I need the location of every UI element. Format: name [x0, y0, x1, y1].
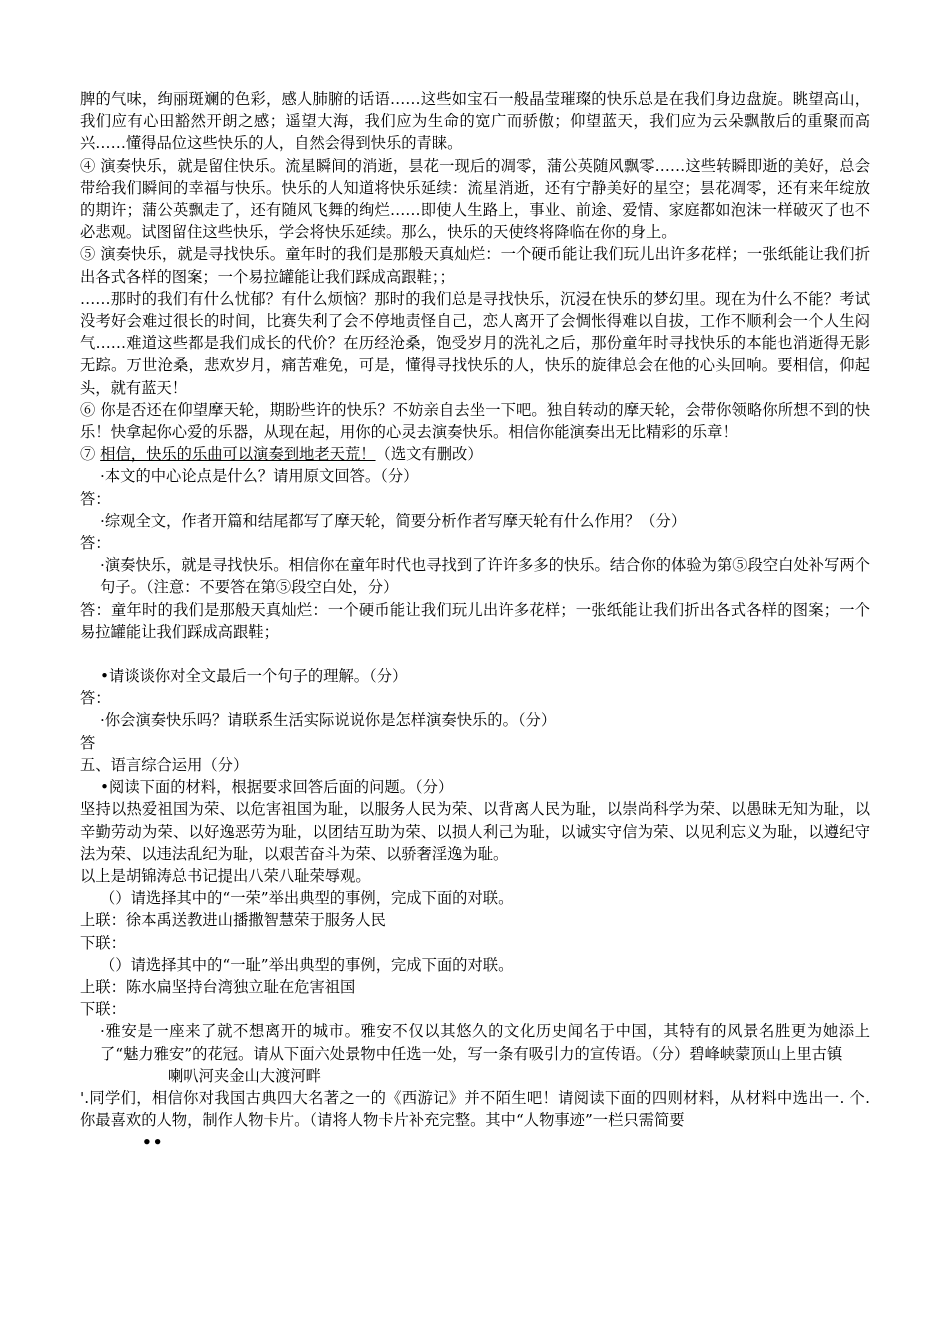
couplet-1-upper: 上联：徐本禹送教进山播撒智慧荣于服务人民 [80, 911, 386, 930]
paragraph-4: ④ 演奏快乐，就是留住快乐。流星瞬间的消逝，昙花一现后的凋零，蒲公英随风飘零……这些转瞬即逝的美好，总会带给我们瞬间的幸福与快乐。快乐的人知道将快乐延续：流星消逝，还有宁静美好的星空；昙花凋零，还有来年绽放的期许；蒲公英飘走了，还有随风飞舞的绚烂……即使人生路上，事业、前途、爱情、家庭都如泡沫一样破灭了也不必悲观。试图留住这些快乐，学会将快乐延续。那么，快乐的天使终将降临在你的身上。 [80, 156, 870, 242]
paragraph-5: ⑤ 演奏快乐，就是寻找快乐。童年时的我们是那般天真灿烂：一个硬币能让我们玩儿出许多花样；一张纸能让我们折出各式各样的图案；一个易拉罐能让我们踩成高跟鞋；； [80, 245, 870, 286]
honor-disgrace-material: 坚持以热爱祖国为荣、以危害祖国为耻，以服务人民为荣、以背离人民为耻，以崇尚科学为荣、以愚昧无知为耻，以辛勤劳动为荣、以好逸恶劳为耻，以团结互助为荣、以损人利己为耻，以诚实守信为荣、以见利忘义为耻，以遵纪守法为荣、以违法乱纪为耻，以艰苦奋斗为荣、以骄奢淫逸为耻。 [80, 800, 870, 863]
paragraph-3-tail: 脾的气味，绚丽斑斓的色彩，感人肺腑的话语……这些如宝石一般晶莹璀璨的快乐总是在我们身边盘旋。眺望高山，我们应有心田豁然开朗之感；遥望大海，我们应为生命的宽广而骄傲；仰望蓝天，我们应为云朵飘散后的重聚而高兴……懂得品位这些快乐的人，自然会得到快乐的青睐。 [80, 90, 870, 153]
question-1: ·本文的中心论点是什么？请用原文回答。（分） [100, 467, 419, 486]
blank-line [80, 643, 870, 665]
section-5-heading: 五、语言综合运用（分） [80, 755, 249, 774]
material-note: 以上是胡锦涛总书记提出八荣八耻荣辱观。 [80, 866, 371, 885]
paragraph-5-continued: ……那时的我们有什么忧郁？有什么烦恼？那时的我们总是寻找快乐，沉浸在快乐的梦幻里。现在为什么不能？考试没考好会难过很长的时间，比赛失利了会不停地责怪自己，恋人离开了会惆怅得难以自拔，工作不顺利会一个人生闷气……难道这些都是我们成长的代价？在历经沧桑，饱受岁月的洗礼之后，那份童年时寻找快乐的本能也消逝得无影无踪。万世沧桑，悲欢岁月，痛苦难免，可是，懂得寻找快乐的人，快乐的旋律总会在他的心头回响。要相信，仰起头，就有蓝天！ [80, 289, 870, 397]
answer-1-label: 答： [80, 489, 111, 508]
source-note: （选文有删改） [375, 445, 483, 464]
paragraph-7-number: ⑦ [80, 445, 101, 464]
subquestion-1: （）请选择其中的“一荣”举出典型的事例，完成下面的对联。 [100, 889, 514, 908]
question-7: ·雅安是一座来了就不想离开的城市。雅安不仅以其悠久的文化历史闻名于中国，其特有的风景名胜更为她添上了“魅力雅安”的花冠。请从下面六处景物中任选一处，写一条有吸引力的宣传语。（分）碧峰峡蒙顶山上里古镇 [100, 1022, 870, 1063]
question-2: ·综观全文，作者开篇和结尾都写了摩天轮，简要分析作者写摩天轮有什么作用？（分） [100, 511, 687, 530]
couplet-2-upper: 上联：陈水扁坚持台湾独立耻在危害祖国 [80, 977, 356, 996]
couplet-1-lower: 下联： [80, 933, 126, 952]
document-page [80, 88, 870, 1154]
paragraph-7 [80, 443, 870, 465]
subquestion-2: （）请选择其中的“一耻”举出典型的事例，完成下面的对联。 [100, 955, 514, 974]
question-3: ·演奏快乐，就是寻找快乐。相信你在童年时代也寻找到了许许多多的快乐。结合你的体验为第⑤段空白处补写两个句子。（注意：不要答在第⑤段空白处，分） [100, 556, 870, 597]
answer-3: 答：童年时的我们是那般天真灿烂：一个硬币能让我们玩儿出许多花样；一张纸能让我们折出各式各样的图案；一个易拉罐能让我们踩成高跟鞋； [80, 600, 870, 641]
answer-2-label: 答： [80, 534, 111, 553]
question-6: •阅读下面的材料，根据要求回答后面的问题。（分） [100, 778, 454, 797]
emphasis-dots: •• [142, 1133, 164, 1152]
paragraph-6: ⑥ 你是否还在仰望摩天轮，期盼些许的快乐？不妨亲自去坐一下吧。独自转动的摩天轮，会带你领略你所想不到的快乐！快拿起你心爱的乐器，从现在起，用你的心灵去演奏快乐。相信你能演奏出无比精彩的乐章！ [80, 400, 870, 442]
question-7-places: 喇叭河夹金山大渡河畔 [168, 1066, 321, 1085]
question-5: ·你会演奏快乐吗？请联系生活实际说说你是怎样演奏快乐的。（分） [100, 711, 557, 730]
answer-5-label: 答 [80, 733, 96, 752]
answer-4-label: 答： [80, 689, 111, 708]
question-8: '.同学们，相信你对我国古典四大名著之一的《西游记》并不陌生吧！请阅读下面的四则材料，从材料中选出一. 个. 你最喜欢的人物，制作人物卡片。（请将人物卡片补充完整。其中“人物事迹”一栏只需简要 [80, 1088, 870, 1130]
couplet-2-lower: 下联： [80, 1000, 126, 1019]
paragraph-7-underlined-sentence: 相信，快乐的乐曲可以演奏到地老天荒！ [100, 445, 376, 464]
question-4: •请谈谈你对全文最后一个句子的理解。（分） [100, 667, 408, 686]
